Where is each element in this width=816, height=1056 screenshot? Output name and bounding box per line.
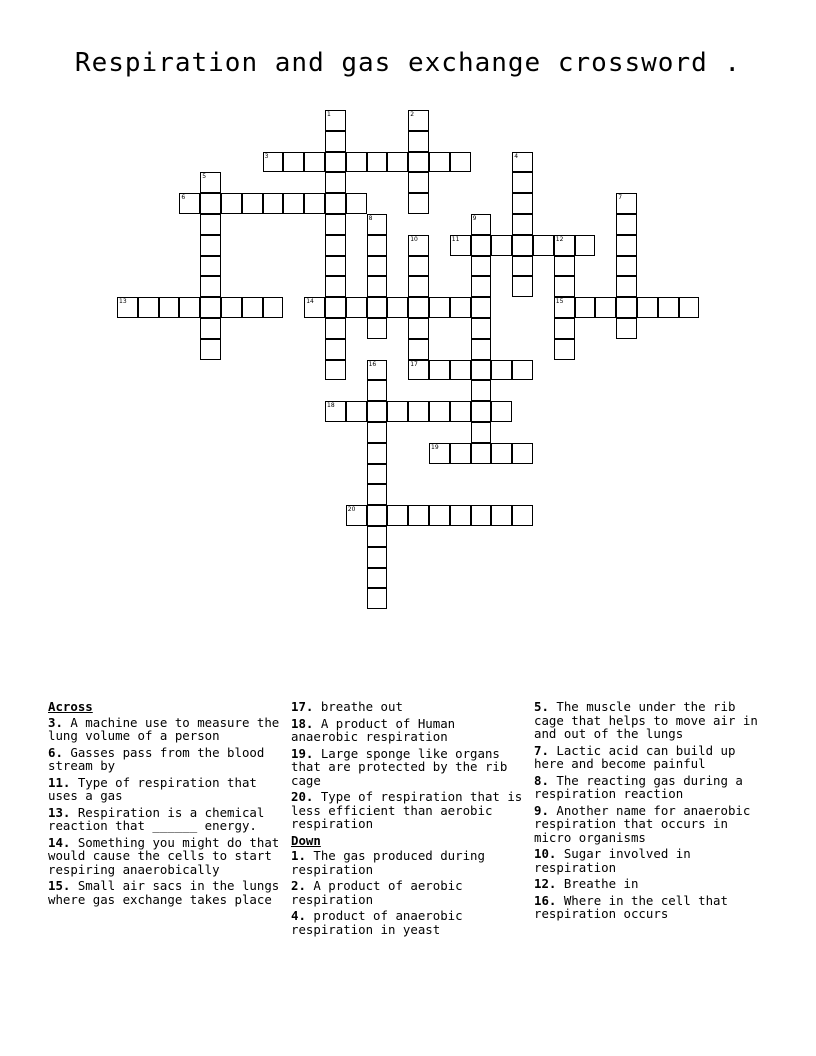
crossword-cell[interactable] xyxy=(512,235,533,256)
clue-text: Sugar involved in respiration xyxy=(534,846,691,875)
crossword-cell[interactable] xyxy=(200,339,221,360)
clue-number: 7. xyxy=(534,742,549,758)
across-clue xyxy=(48,776,284,803)
crossword-cell[interactable] xyxy=(387,505,408,526)
crossword-cell[interactable] xyxy=(554,297,575,318)
crossword-cell[interactable] xyxy=(325,193,346,214)
clue-number: 20. xyxy=(291,789,314,804)
clue-text: breathe out xyxy=(313,699,403,714)
cell-number: 16 xyxy=(368,360,377,368)
clue-text: The muscle under the rib cage that helps to move air in and out of the lungs xyxy=(534,699,758,741)
crossword-cell[interactable] xyxy=(429,401,450,422)
crossword-cell[interactable] xyxy=(200,256,221,277)
clues-column-2 xyxy=(291,700,527,939)
crossword-cell[interactable] xyxy=(221,297,242,318)
cell-number: 20 xyxy=(347,506,356,514)
crossword-cell[interactable] xyxy=(616,297,637,318)
crossword-cell[interactable] xyxy=(367,422,388,443)
crossword-cell[interactable] xyxy=(491,505,512,526)
crossword-cell[interactable] xyxy=(512,193,533,214)
crossword-cell[interactable] xyxy=(554,256,575,277)
clue-number: 13. xyxy=(48,804,71,820)
down-clue xyxy=(534,894,770,921)
crossword-cell[interactable] xyxy=(554,339,575,360)
crossword-cell[interactable] xyxy=(325,110,346,131)
crossword-cell[interactable] xyxy=(637,297,658,318)
crossword-cell[interactable] xyxy=(616,256,637,277)
crossword-cell[interactable] xyxy=(450,360,471,381)
crossword-cell[interactable] xyxy=(450,297,471,318)
crossword-cell[interactable] xyxy=(242,193,263,214)
down-clue xyxy=(534,700,770,741)
crossword-cell[interactable] xyxy=(408,131,429,152)
crossword-cell[interactable] xyxy=(491,360,512,381)
crossword-cell[interactable] xyxy=(325,360,346,381)
clue-number: 6. xyxy=(48,744,63,760)
crossword-cell[interactable] xyxy=(429,360,450,381)
crossword-cell[interactable] xyxy=(408,193,429,214)
clue-text: A product of aerobic respiration xyxy=(291,878,463,907)
page-title: Respiration and gas exchange crossword . xyxy=(74,48,742,78)
down-clue xyxy=(534,744,770,771)
clue-text: The reacting gas during a respiration reaction xyxy=(534,772,743,801)
crossword-cell[interactable] xyxy=(283,152,304,173)
crossword-cell[interactable] xyxy=(554,318,575,339)
crossword-cell[interactable] xyxy=(491,401,512,422)
crossword-cell[interactable] xyxy=(263,297,284,318)
crossword-cell[interactable] xyxy=(325,152,346,173)
crossword-cell[interactable] xyxy=(325,318,346,339)
crossword-cell[interactable] xyxy=(346,193,367,214)
crossword-cell[interactable] xyxy=(367,152,388,173)
crossword-cell[interactable] xyxy=(408,339,429,360)
crossword-cell[interactable] xyxy=(304,193,325,214)
crossword-cell[interactable] xyxy=(471,505,492,526)
crossword-cell[interactable] xyxy=(408,110,429,131)
down-clue xyxy=(291,849,527,876)
crossword-cell[interactable] xyxy=(471,422,492,443)
crossword-cell[interactable] xyxy=(325,297,346,318)
crossword-cell[interactable] xyxy=(512,276,533,297)
clue-text: Breathe in xyxy=(556,876,639,891)
crossword-cell[interactable] xyxy=(387,401,408,422)
clue-number: 4. xyxy=(291,908,306,923)
clue-text: product of anaerobic respiration in yeast xyxy=(291,908,463,937)
crossword-cell[interactable] xyxy=(325,256,346,277)
crossword-cell[interactable] xyxy=(512,214,533,235)
crossword-cell[interactable] xyxy=(367,505,388,526)
across-clue xyxy=(48,836,284,877)
crossword-cell[interactable] xyxy=(117,297,138,318)
crossword-cell[interactable] xyxy=(471,318,492,339)
cell-number: 1 xyxy=(327,111,331,118)
crossword-cell[interactable] xyxy=(450,443,471,464)
clue-number: 15. xyxy=(48,878,71,893)
across-clue xyxy=(291,700,527,714)
crossword-cell[interactable] xyxy=(200,297,221,318)
crossword-cell[interactable] xyxy=(616,318,637,339)
down-clue xyxy=(291,879,527,906)
cell-number: 18 xyxy=(327,402,335,410)
across-heading: Across xyxy=(48,699,93,714)
crossword-cell[interactable] xyxy=(658,297,679,318)
across-clue xyxy=(291,747,527,788)
crossword-cell[interactable] xyxy=(387,297,408,318)
crossword-cell[interactable] xyxy=(450,235,471,256)
crossword-cell[interactable] xyxy=(346,152,367,173)
crossword-cell[interactable] xyxy=(471,256,492,277)
cell-number: 17 xyxy=(410,360,418,368)
crossword-cell[interactable] xyxy=(367,380,388,401)
cell-number: 7 xyxy=(618,194,623,202)
crossword-cell[interactable] xyxy=(554,235,575,256)
down-clue xyxy=(534,804,770,845)
clue-number: 17. xyxy=(291,699,314,714)
crossword-cell[interactable] xyxy=(200,276,221,297)
cell-number: 6 xyxy=(181,194,186,202)
cell-number: 10 xyxy=(410,235,418,243)
crossword-cell[interactable] xyxy=(179,193,200,214)
crossword-cell[interactable] xyxy=(387,152,408,173)
crossword-cell[interactable] xyxy=(471,380,492,401)
crossword-cell[interactable] xyxy=(533,235,554,256)
cell-number: 12 xyxy=(555,235,564,243)
crossword-cell[interactable] xyxy=(367,214,388,235)
across-clue xyxy=(48,716,284,743)
crossword-cell[interactable] xyxy=(512,505,533,526)
crossword-cell[interactable] xyxy=(512,256,533,277)
crossword-cell[interactable] xyxy=(616,193,637,214)
clue-text: A product of Human anaerobic respiration xyxy=(291,715,456,744)
crossword-cell[interactable] xyxy=(554,276,575,297)
crossword-cell[interactable] xyxy=(200,235,221,256)
across-clue xyxy=(48,746,284,773)
crossword-cell[interactable] xyxy=(200,318,221,339)
crossword-cell[interactable] xyxy=(491,235,512,256)
crossword-cell[interactable] xyxy=(367,401,388,422)
crossword-cell[interactable] xyxy=(616,214,637,235)
crossword-cell[interactable] xyxy=(408,401,429,422)
down-heading: Down xyxy=(291,832,321,848)
across-clue xyxy=(48,806,284,833)
down-clue xyxy=(534,847,770,874)
cell-number: 5 xyxy=(202,173,207,181)
clue-text: Lactic acid can build up here and become painful xyxy=(534,742,736,771)
crossword-cell[interactable] xyxy=(471,401,492,422)
crossword-cell[interactable] xyxy=(200,193,221,214)
crossword-cell[interactable] xyxy=(408,505,429,526)
cell-number: 11 xyxy=(451,235,460,243)
crossword-cell[interactable] xyxy=(263,193,284,214)
crossword-cell[interactable] xyxy=(367,256,388,277)
crossword-cell[interactable] xyxy=(471,297,492,318)
crossword-cell[interactable] xyxy=(575,297,596,318)
crossword-cell[interactable] xyxy=(325,276,346,297)
crossword-cell[interactable] xyxy=(325,339,346,360)
across-clue xyxy=(48,879,284,906)
crossword-cell[interactable] xyxy=(346,505,367,526)
crossword-cell[interactable] xyxy=(242,297,263,318)
crossword-cell[interactable] xyxy=(138,297,159,318)
crossword-cell[interactable] xyxy=(595,297,616,318)
crossword-cell[interactable] xyxy=(367,464,388,485)
crossword-cell[interactable] xyxy=(367,547,388,568)
crossword-cell[interactable] xyxy=(179,297,200,318)
crossword-cell[interactable] xyxy=(367,276,388,297)
cell-number: 14 xyxy=(306,298,314,306)
down-clue xyxy=(291,909,527,936)
crossword-cell[interactable] xyxy=(283,193,304,214)
crossword-cell[interactable] xyxy=(346,401,367,422)
clue-number: 3. xyxy=(48,714,63,730)
crossword-cell[interactable] xyxy=(408,297,429,318)
crossword-cell[interactable] xyxy=(408,152,429,173)
crossword-cell[interactable] xyxy=(367,443,388,464)
clue-text: Type of respiration that uses a gas xyxy=(48,774,257,803)
clue-text: Where in the cell that respiration occurs xyxy=(534,892,728,921)
crossword-cell[interactable] xyxy=(304,152,325,173)
cell-number: 8 xyxy=(368,215,373,222)
crossword-cell[interactable] xyxy=(408,235,429,256)
crossword-cell[interactable] xyxy=(408,172,429,193)
cell-number: 13 xyxy=(119,298,127,306)
clue-text: A machine use to measure the lung volume of a person xyxy=(48,714,280,743)
clue-text: Another name for anaerobic respiration that occurs in micro organisms xyxy=(534,802,751,845)
down-clue xyxy=(534,774,770,801)
crossword-cell[interactable] xyxy=(367,318,388,339)
crossword-cell[interactable] xyxy=(200,172,221,193)
crossword-cell[interactable] xyxy=(367,484,388,505)
crossword-cell[interactable] xyxy=(367,297,388,318)
crossword-cell[interactable] xyxy=(429,152,450,173)
crossword-cell[interactable] xyxy=(367,588,388,609)
crossword-cell[interactable] xyxy=(471,235,492,256)
crossword-cell[interactable] xyxy=(512,360,533,381)
crossword-cell[interactable] xyxy=(200,214,221,235)
crossword-cell[interactable] xyxy=(512,443,533,464)
cell-number: 2 xyxy=(410,111,415,118)
clue-text: Something you might do that would cause the cells to start respiring anaerobically xyxy=(48,834,280,877)
across-clue xyxy=(291,790,527,831)
clue-number: 18. xyxy=(291,715,314,731)
cell-number: 19 xyxy=(431,443,439,451)
clue-number: 10. xyxy=(534,846,557,861)
crossword-cell[interactable] xyxy=(429,443,450,464)
cell-number: 3 xyxy=(264,152,269,160)
clue-text: Respiration is a chemical reaction that ______ energy. xyxy=(48,804,265,833)
crossword-cell[interactable] xyxy=(679,297,700,318)
clue-number: 9. xyxy=(534,802,549,818)
crossword-cell[interactable] xyxy=(304,297,325,318)
crossword-cell[interactable] xyxy=(616,235,637,256)
crossword-cell[interactable] xyxy=(325,172,346,193)
crossword-cell[interactable] xyxy=(346,297,367,318)
crossword-cell[interactable] xyxy=(367,568,388,589)
crossword-cell[interactable] xyxy=(429,297,450,318)
crossword-cell[interactable] xyxy=(450,152,471,173)
crossword-cell[interactable] xyxy=(471,360,492,381)
crossword-cell[interactable] xyxy=(616,276,637,297)
clue-text: Type of respiration that is less efficient than aerobic respiration xyxy=(291,789,523,831)
clue-number: 1. xyxy=(291,848,306,863)
clue-text: Large sponge like organs that are protected by the rib cage xyxy=(291,745,508,788)
crossword-cell[interactable] xyxy=(512,152,533,173)
cell-number: 15 xyxy=(555,298,564,306)
clue-number: 12. xyxy=(534,876,557,891)
clue-text: Small air sacs in the lungs where gas exchange takes place xyxy=(48,878,280,907)
down-clue xyxy=(534,877,770,891)
crossword-cell[interactable] xyxy=(471,443,492,464)
crossword-cell[interactable] xyxy=(159,297,180,318)
clue-number: 2. xyxy=(291,878,306,893)
crossword-cell[interactable] xyxy=(325,131,346,152)
clue-number: 5. xyxy=(534,699,549,714)
crossword-cell[interactable] xyxy=(450,505,471,526)
crossword-cell[interactable] xyxy=(471,276,492,297)
cell-number: 9 xyxy=(472,215,477,222)
clue-number: 14. xyxy=(48,834,71,850)
clue-number: 19. xyxy=(291,745,314,761)
clue-text: The gas produced during respiration xyxy=(291,848,485,877)
crossword-cell[interactable] xyxy=(429,505,450,526)
crossword-cell[interactable] xyxy=(491,443,512,464)
cell-number: 4 xyxy=(514,152,519,160)
crossword-cell[interactable] xyxy=(471,339,492,360)
clues-column-3 xyxy=(534,700,770,924)
crossword-cell[interactable] xyxy=(408,276,429,297)
crossword-cell[interactable] xyxy=(471,214,492,235)
crossword-cell[interactable] xyxy=(575,235,596,256)
crossword-cell[interactable] xyxy=(221,193,242,214)
across-clue xyxy=(291,717,527,744)
clue-number: 8. xyxy=(534,772,549,788)
clue-number: 11. xyxy=(48,774,71,790)
crossword-cell[interactable] xyxy=(408,256,429,277)
clue-number: 16. xyxy=(534,892,557,908)
clue-text: Gasses pass from the blood stream by xyxy=(48,744,265,773)
crossword-cell[interactable] xyxy=(512,172,533,193)
crossword-cell[interactable] xyxy=(263,152,284,173)
clues-column-1 xyxy=(48,700,284,909)
crossword-cell[interactable] xyxy=(325,235,346,256)
crossword-cell[interactable] xyxy=(325,401,346,422)
crossword-cell[interactable] xyxy=(408,318,429,339)
crossword-cell[interactable] xyxy=(367,235,388,256)
crossword-cell[interactable] xyxy=(325,214,346,235)
crossword-cell[interactable] xyxy=(367,526,388,547)
crossword-cell[interactable] xyxy=(450,401,471,422)
crossword-cell[interactable] xyxy=(367,360,388,381)
crossword-cell[interactable] xyxy=(408,360,429,381)
